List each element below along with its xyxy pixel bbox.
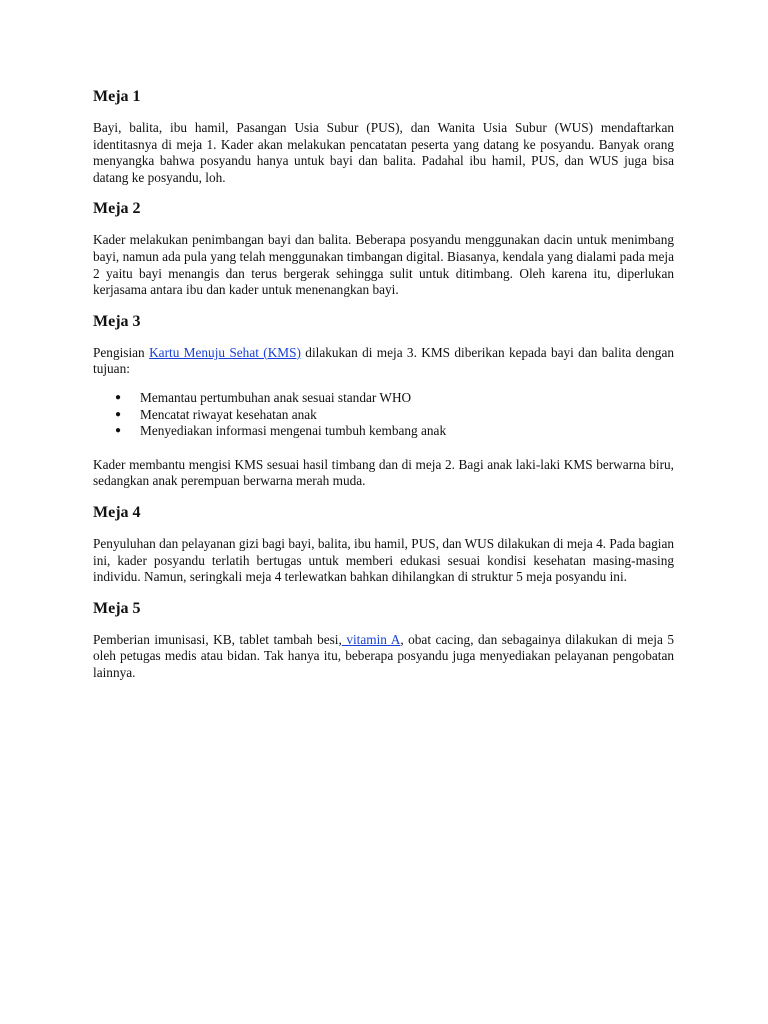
bullet-icon: ●: [115, 391, 122, 403]
section-paragraph: Kader membantu mengisi KMS sesuai hasil timbang dan di meja 2. Bagi anak laki-laki KMS berwarna biru, sedangkan anak perempuan berwarna merah muda.: [93, 456, 674, 489]
section-heading: Meja 3: [93, 312, 141, 330]
list-item: [93, 407, 674, 424]
section-meja-1: [93, 86, 674, 186]
intro-text-before: Pengisian: [93, 344, 150, 360]
section-meja-5: [93, 598, 674, 682]
section-meja-2: [93, 198, 674, 298]
kms-link[interactable]: Kartu Menuju Sehat (KMS): [149, 344, 301, 360]
intro-text-after: dilakukan di meja 3. KMS diberikan kepada bayi dan balita dengan tujuan:: [93, 344, 674, 377]
section-paragraph: Kader melakukan penimbangan bayi dan balita. Beberapa posyandu menggunakan dacin untuk menimbang bayi, namun ada pula yang telah menggunakan timbangan digital. Biasanya, kendala yang dialami pada meja 2 yaitu bayi menangis dan terus bergerak sehingga sulit untuk ditimbang. Oleh karena itu, diperlukan kerjasama antara ibu dan kader untuk menenangkan bayi.: [93, 232, 674, 298]
section-heading: Meja 2: [93, 200, 141, 218]
section-paragraph: Bayi, balita, ibu hamil, Pasangan Usia Subur (PUS), dan Wanita Usia Subur (WUS) mendaftarkan identitasnya di meja 1. Kader akan melakukan pencatatan peserta yang datang ke posyandu. Banyak orang menyangka bahwa posyandu hanya untuk bayi dan balita. Padahal ibu hamil, PUS, dan WUS juga bisa datang ke posyandu, loh.: [93, 120, 674, 185]
section-intro-paragraph: [93, 345, 674, 378]
section-paragraph: [93, 632, 674, 682]
list-item-text: Mencatat riwayat kesehatan anak: [140, 406, 317, 422]
list-item-text: Memantau pertumbuhan anak sesuai standar WHO: [140, 389, 412, 405]
document-page: [93, 86, 674, 693]
bullet-icon: ●: [115, 408, 122, 420]
vitamin-a-link[interactable]: vitamin A: [341, 631, 401, 647]
paragraph-text-before: Pemberian imunisasi, KB, tablet tambah besi,: [93, 631, 342, 647]
section-heading: Meja 5: [93, 599, 141, 617]
list-item-text: Menyediakan informasi mengenai tumbuh kembang anak: [140, 423, 447, 439]
list-item: [93, 423, 674, 440]
bullet-list: [93, 390, 674, 440]
bullet-icon: ●: [115, 425, 122, 437]
section-meja-4: [93, 502, 674, 586]
section-meja-3: [93, 311, 674, 490]
paragraph-text-after: , obat cacing, dan sebagainya dilakukan di meja 5 oleh petugas medis atau bidan. Tak hanya itu, beberapa posyandu juga menyediakan pelayanan pengobatan lainnya.: [93, 631, 674, 680]
section-heading: Meja 1: [93, 88, 141, 105]
section-heading: Meja 4: [93, 503, 141, 521]
section-paragraph: Penyuluhan dan pelayanan gizi bagi bayi, balita, ibu hamil, PUS, dan WUS dilakukan di meja 4. Pada bagian ini, kader posyandu terlatih bertugas untuk memberi edukasi sesuai kondisi kesehatan masing-masing individu. Namun, seringkali meja 4 terlewatkan bahkan dihilangkan di struktur 5 meja posyandu ini.: [93, 535, 674, 585]
list-item: [93, 390, 674, 407]
